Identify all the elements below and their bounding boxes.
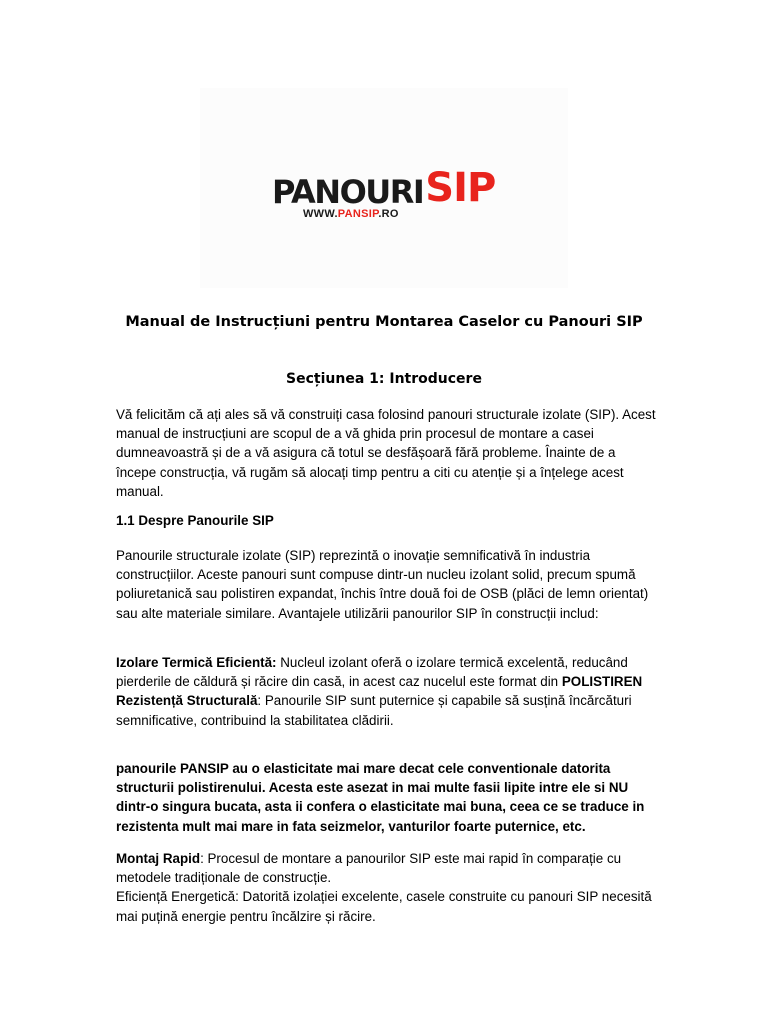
- logo-url: [303, 208, 399, 220]
- logo-url-prefix: WWW.: [303, 208, 338, 220]
- logo-text-panouri: PANOURI: [272, 173, 424, 211]
- logo-url-suffix: .RO: [378, 208, 399, 220]
- subsection-title: 1.1 Despre Panourile SIP: [116, 513, 274, 528]
- montaj-label: Montaj Rapid: [116, 851, 201, 866]
- about-paragraph: Panourile structurale izolate (SIP) reprezintă o inovație semnificativă în industria construcțiilor. Aceste panouri sunt compuse dintr-un nucleu izolant solid, precum spumă poliuretanică sau polistiren expandat, închis între două foi de OSB (plăci de lemn orientat) sau alte materiale similare. Avantajele utilizării panourilor SIP în construcții includ:: [116, 548, 649, 621]
- more-benefits-paragraph: [116, 849, 656, 926]
- benefits-paragraph: [116, 653, 656, 730]
- logo-wordmark: [272, 163, 495, 209]
- thermal-text: Nucleul izolant oferă o izolare termică excelentă, reducând pierderile de căldură și răcire din casă, in acest caz nucelul este format din: [116, 655, 628, 690]
- intro-paragraph: Vă felicităm că ați ales să vă construiți casa folosind panouri structurale izolate (SIP). Acest manual de instrucțiuni are scopul de a vă ghida prin procesul de montare a casei dumneavoastră și de a vă asigura că totul se desfășoară fără probleme. Înainte de a începe construcția, vă rugăm să alocați timp pentru a citi cu atenție și a înțelege acest manual.: [116, 407, 656, 499]
- section-title: Secțiunea 1: Introducere: [286, 371, 482, 387]
- structural-label: Rezistență Structurală: [116, 693, 258, 709]
- pansip-note: panourile PANSIP au o elasticitate mai mare decat cele conventionale datorita structurii polistirenului. Acesta este asezat in mai multe fasii lipite intre ele si NU dintr-o singura bucata, asta ii confera o elasticitate mai buna, ceea ce se traduce in rezistenta mult mai mare in fata seizmelor, vanturilor foarte puternice, etc.: [116, 761, 645, 834]
- thermal-label: Izolare Termică Eficientă:: [116, 655, 277, 670]
- energy-text: Eficiență Energetică: Datorită izolației excelente, casele construite cu panouri SIP necesită mai puțină energie pentru încălzire și răcire.: [116, 889, 652, 924]
- logo-text-sip: SIP: [425, 165, 496, 211]
- montaj-text: : Procesul de montare a panourilor SIP este mai rapid în comparație cu metodele tradiționale de construcție.: [116, 851, 622, 886]
- structural-text: : Panourile SIP sunt puternice și capabile să susțină încărcături semnificative, contribuind la stabilitatea clădirii.: [116, 693, 632, 728]
- thermal-material: POLISTIREN: [561, 674, 643, 690]
- document-title: Manual de Instrucțiuni pentru Montarea Caselor cu Panouri SIP: [125, 314, 643, 330]
- logo-url-brand: PANSIP: [337, 208, 379, 220]
- logo: [200, 88, 568, 288]
